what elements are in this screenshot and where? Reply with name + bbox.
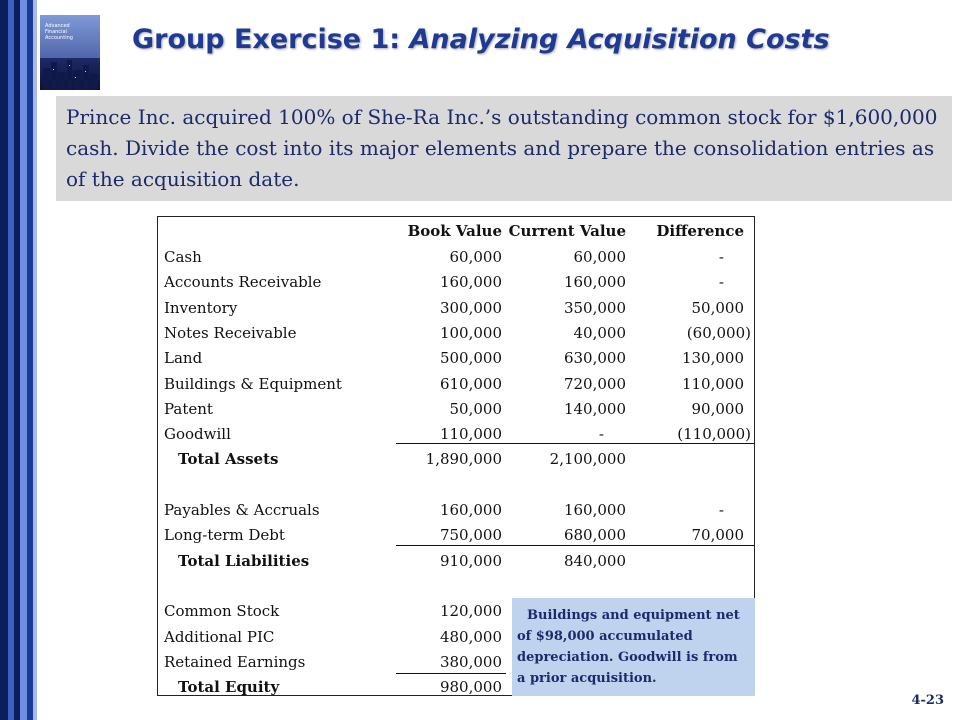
book-value-cell: 500,000 (439, 349, 502, 368)
title-prefix: Group Exercise 1: (132, 24, 410, 55)
row-label: Inventory (164, 298, 238, 317)
book-value-cell: 100,000 (439, 323, 502, 342)
table-row (158, 372, 754, 397)
difference-cell: - (718, 501, 724, 519)
book-value-cell: 60,000 (449, 248, 502, 266)
current-value-cell: 40,000 (573, 323, 626, 342)
table-row (158, 270, 754, 295)
difference-cell: 110,000 (681, 374, 744, 393)
note-line: of $98,000 accumulated (517, 629, 693, 644)
table-row (158, 498, 754, 523)
book-value-cell: 160,000 (439, 273, 502, 292)
header-current-value: Current Value (508, 222, 626, 240)
note-line: Buildings and equipment net (527, 608, 740, 623)
row-label: Retained Earnings (164, 652, 306, 671)
note-callout (512, 598, 755, 696)
table-spacer-row (158, 574, 754, 599)
book-value-cell: 160,000 (439, 501, 502, 519)
title-emphasis: Analyzing Acquisition Costs (409, 24, 830, 55)
note-line: a prior acquisition. (517, 671, 657, 686)
page-title (132, 24, 830, 55)
difference-cell: - (718, 273, 724, 292)
current-value-cell: - (598, 425, 604, 444)
page-number: 4-23 (911, 693, 944, 708)
row-label: Total Assets (178, 450, 279, 469)
difference-cell: (110,000) (677, 425, 751, 444)
row-label: Goodwill (164, 425, 231, 444)
table-row (158, 397, 754, 422)
current-value-cell: 680,000 (563, 526, 626, 545)
table-row (158, 346, 754, 371)
header-difference: Difference (656, 222, 744, 240)
current-value-cell: 160,000 (563, 273, 626, 292)
book-value-cell: 750,000 (439, 526, 502, 545)
table-row (158, 296, 754, 321)
row-label: Land (164, 349, 203, 368)
difference-cell: 130,000 (681, 349, 744, 368)
book-value-cell: 980,000 (439, 678, 502, 697)
row-label: Patent (164, 399, 213, 418)
current-value-cell: 2,100,000 (549, 450, 626, 469)
current-value-cell: 160,000 (563, 501, 626, 519)
book-value-cell: 1,890,000 (425, 450, 502, 469)
book-cover-title: Advanced Financial Accounting (45, 23, 73, 41)
table-row (158, 447, 754, 472)
table-header-row (158, 219, 754, 244)
row-label: Buildings & Equipment (164, 374, 342, 393)
book-value-cell: 610,000 (439, 374, 502, 393)
difference-cell: 50,000 (691, 298, 744, 317)
header-book-value: Book Value (407, 222, 502, 240)
note-line: depreciation. Goodwill is from (517, 650, 738, 665)
current-value-cell: 60,000 (573, 248, 626, 266)
row-label: Common Stock (164, 602, 280, 621)
current-value-cell: 350,000 (563, 298, 626, 317)
left-decorative-stripes (0, 0, 40, 720)
current-value-cell: 630,000 (563, 349, 626, 368)
current-value-cell: 720,000 (563, 374, 626, 393)
table-row (158, 549, 754, 574)
difference-cell: (60,000) (686, 323, 751, 342)
equity-total-rule (396, 673, 506, 674)
book-value-cell: 480,000 (439, 627, 502, 646)
row-label: Total Liabilities (178, 551, 310, 570)
book-value-cell: 120,000 (439, 602, 502, 621)
row-label: Notes Receivable (164, 323, 297, 342)
difference-cell: - (718, 248, 724, 266)
row-label: Cash (164, 248, 202, 266)
exercise-prompt-box (56, 96, 952, 201)
book-value-cell: 50,000 (449, 399, 502, 418)
book-value-cell: 300,000 (439, 298, 502, 317)
row-label: Additional PIC (164, 627, 275, 646)
current-value-cell: 140,000 (563, 399, 626, 418)
difference-cell: 70,000 (691, 526, 744, 545)
row-label: Accounts Receivable (164, 273, 322, 292)
table-spacer-row (158, 473, 754, 498)
current-value-cell: 840,000 (563, 551, 626, 570)
table-row (158, 245, 754, 270)
difference-cell: 90,000 (691, 399, 744, 418)
book-cover-image (40, 15, 100, 90)
book-value-cell: 110,000 (439, 425, 502, 444)
row-label: Long-term Debt (164, 526, 285, 545)
book-value-cell: 380,000 (439, 652, 502, 671)
exercise-prompt-text: Prince Inc. acquired 100% of She-Ra Inc.’s outstanding common stock for $1,600,000 cash. Divide the cost into its major elements and prepare the consolidation entries as of the acquisition date. (66, 105, 938, 191)
row-label: Payables & Accruals (164, 501, 320, 519)
note-text (517, 605, 753, 689)
liabilities-total-rule (396, 545, 754, 546)
book-value-cell: 910,000 (439, 551, 502, 570)
table-row (158, 321, 754, 346)
assets-total-rule (396, 443, 754, 444)
row-label: Total Equity (178, 678, 280, 697)
